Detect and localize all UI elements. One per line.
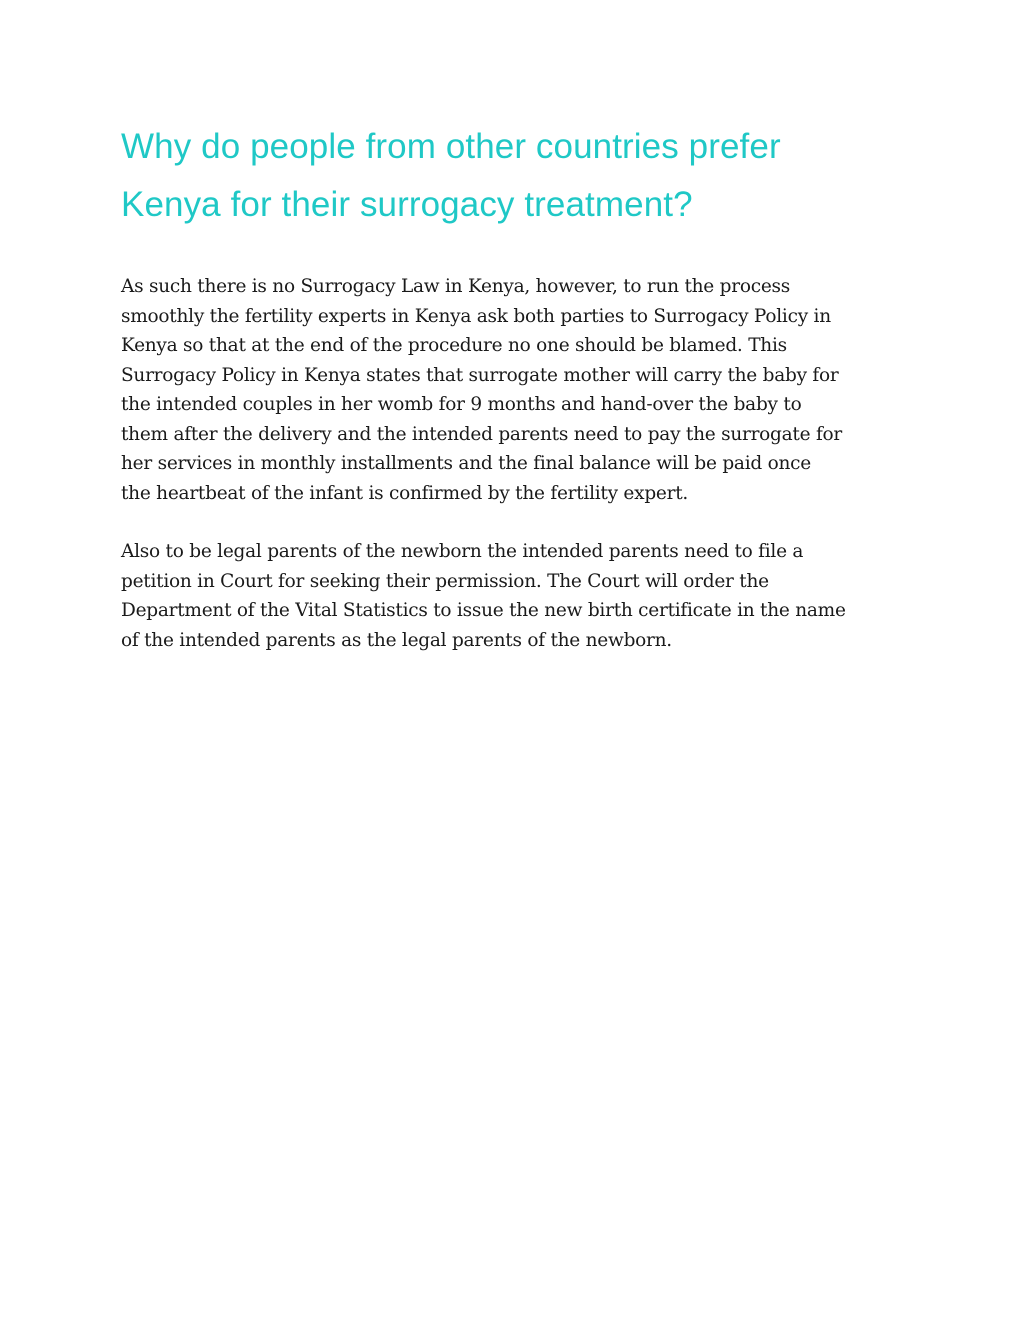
paragraph-line: the heartbeat of the infant is confirmed by the fertility expert. — [121, 482, 689, 504]
paragraph-line: petition in Court for seeking their permission. The Court will order the — [121, 570, 769, 592]
title-line: Kenya for their surrogacy treatment? — [121, 185, 693, 224]
document-content — [121, 118, 911, 655]
paragraph-legal-parents — [121, 537, 911, 655]
paragraph-line: Also to be legal parents of the newborn the intended parents need to file a — [121, 541, 804, 562]
paragraph-line: Surrogacy Policy in Kenya states that surrogate mother will carry the baby for — [121, 364, 839, 386]
paragraph-line: of the intended parents as the legal parents of the newborn. — [121, 629, 672, 651]
paragraph-surrogacy-policy — [121, 272, 911, 508]
paragraph-line: them after the delivery and the intended parents need to pay the surrogate for — [121, 423, 843, 445]
paragraph-line: As such there is no Surrogacy Law in Kenya, however, to run the process — [121, 276, 791, 297]
paragraph-line: Kenya so that at the end of the procedure no one should be blamed. This — [121, 335, 787, 356]
paragraph-line: the intended couples in her womb for 9 months and hand-over the baby to — [121, 394, 802, 415]
paragraph-line: Department of the Vital Statistics to issue the new birth certificate in the name — [121, 600, 846, 621]
paragraph-line: her services in monthly installments and the final balance will be paid once — [121, 453, 811, 474]
document-title — [121, 118, 911, 234]
paragraph-line: smoothly the fertility experts in Kenya ask both parties to Surrogacy Policy in — [121, 305, 831, 327]
title-line: Why do people from other countries prefer — [121, 127, 781, 166]
